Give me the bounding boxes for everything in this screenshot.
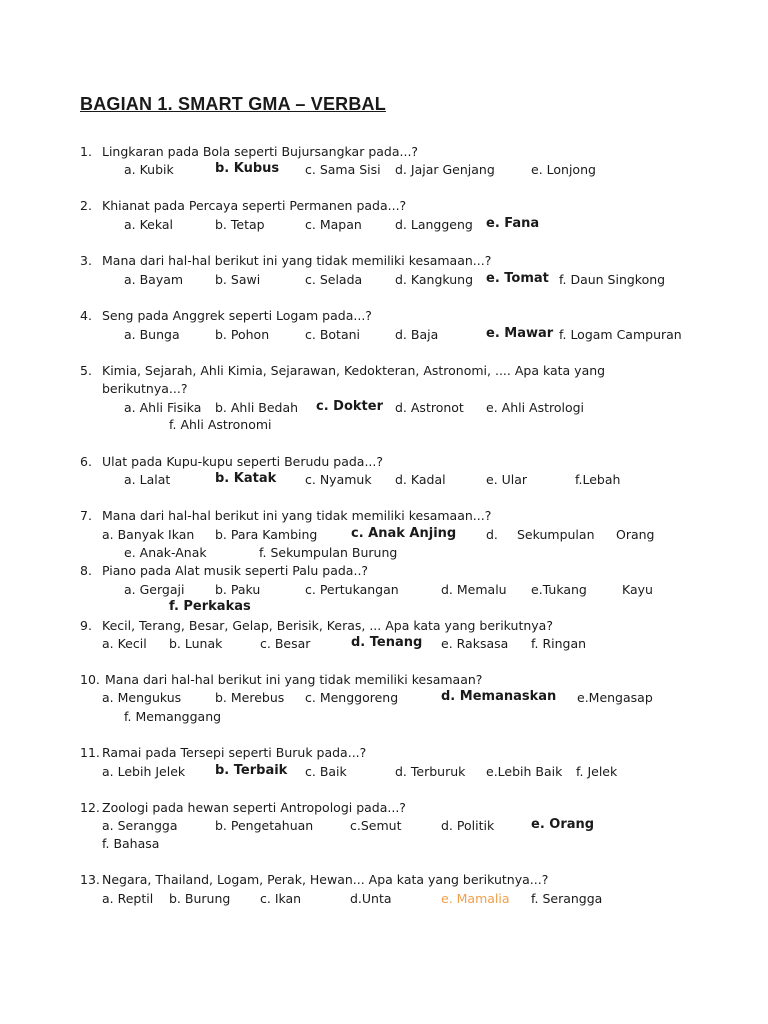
option-d-letter: d. <box>486 527 498 542</box>
page-title: BAGIAN 1. SMART GMA – VERBAL <box>80 94 386 114</box>
option-e: e.Mengasap <box>577 690 653 705</box>
question-text: Ramai pada Tersepi seperti Buruk pada...? <box>102 745 367 760</box>
question-number: 1. <box>80 144 92 159</box>
option-d: d. Langgeng <box>395 217 473 232</box>
option-a: a. Serangga <box>102 818 178 833</box>
option-e: e.Tukang <box>531 582 587 597</box>
question-number: 11. <box>80 745 100 760</box>
option-c: c. Botani <box>305 327 360 342</box>
option-e: e.Lebih Baik <box>486 764 563 779</box>
question-text: Kecil, Terang, Besar, Gelap, Berisik, Keras, ... Apa kata yang berikutnya? <box>102 618 553 633</box>
option-b: b. Burung <box>169 891 231 906</box>
option-c: c. Baik <box>305 764 347 779</box>
question-text: Mana dari hal-hal berikut ini yang tidak memiliki kesamaan...? <box>102 253 492 268</box>
question-number: 10. <box>80 672 100 687</box>
option-a: a. Bunga <box>124 327 180 342</box>
question-text: Piano pada Alat musik seperti Palu pada..? <box>102 563 369 578</box>
option-e: e. Anak-Anak <box>124 545 207 560</box>
option-b-answer: b. Terbaik <box>215 763 288 778</box>
option-d-answer: d. Memanaskan <box>441 689 557 704</box>
option-b: b. Ahli Bedah <box>215 400 299 415</box>
question-number: 3. <box>80 253 92 268</box>
question-text: Lingkaran pada Bola seperti Bujursangkar pada...? <box>102 144 419 159</box>
question-number: 12. <box>80 800 100 815</box>
option-e: e. Ular <box>486 472 528 487</box>
question-text: Mana dari hal-hal berikut ini yang tidak memiliki kesamaan? <box>105 672 483 687</box>
option-d: d. Jajar Genjang <box>395 162 495 177</box>
option-a: a. Banyak Ikan <box>102 527 195 542</box>
option-f: f. Jelek <box>576 764 618 779</box>
option-f: f. Memanggang <box>124 709 222 724</box>
option-b: b. Merebus <box>215 690 285 705</box>
option-e-answer: e. Orang <box>531 817 595 832</box>
option-d: d. Baja <box>395 327 439 342</box>
option-b: b. Paku <box>215 582 261 597</box>
option-c: c. Menggoreng <box>305 690 399 705</box>
option-d: d. Terburuk <box>395 764 466 779</box>
option-d: d. Memalu <box>441 582 507 597</box>
option-d-text-end: Orang <box>616 527 655 542</box>
option-c: c. Sama Sisi <box>305 162 381 177</box>
option-a: a. Gergaji <box>124 582 185 597</box>
option-e-text-end: Kayu <box>622 582 653 597</box>
option-a: a. Ahli Fisika <box>124 400 202 415</box>
question-number: 4. <box>80 308 92 323</box>
question-text: Ulat pada Kupu-kupu seperti Berudu pada...? <box>102 454 384 469</box>
question-text: Khianat pada Percaya seperti Permanen pada...? <box>102 198 407 213</box>
option-a: a. Bayam <box>124 272 184 287</box>
option-e-answer: e. Fana <box>486 216 540 231</box>
option-c: c. Besar <box>260 636 311 651</box>
option-a: a. Lebih Jelek <box>102 764 186 779</box>
option-f-answer: f. Perkakas <box>169 599 251 614</box>
option-f: f. Ringan <box>531 636 587 651</box>
option-a: a. Kubik <box>124 162 174 177</box>
option-c: c. Selada <box>305 272 363 287</box>
question-number: 9. <box>80 618 92 633</box>
option-e: e. Raksasa <box>441 636 509 651</box>
option-b-answer: b. Kubus <box>215 161 280 176</box>
option-e-answer: e. Tomat <box>486 271 549 286</box>
question-text: Kimia, Sejarah, Ahli Kimia, Sejarawan, Kedokteran, Astronomi, .... Apa kata yang <box>102 363 606 378</box>
option-f: f. Serangga <box>531 891 603 906</box>
question-number: 7. <box>80 508 92 523</box>
question-number: 13. <box>80 872 100 887</box>
question-text: Negara, Thailand, Logam, Perak, Hewan... Apa kata yang berikutnya...? <box>102 872 549 887</box>
option-f: f. Daun Singkong <box>559 272 666 287</box>
option-b: b. Pohon <box>215 327 270 342</box>
option-c: c.Semut <box>350 818 402 833</box>
option-d: d.Unta <box>350 891 392 906</box>
question-text-continued: berikutnya...? <box>102 381 188 396</box>
option-a: a. Kekal <box>124 217 174 232</box>
option-a: a. Mengukus <box>102 690 182 705</box>
option-a: a. Reptil <box>102 891 154 906</box>
question-number: 6. <box>80 454 92 469</box>
option-b: b. Sawi <box>215 272 261 287</box>
option-c: c. Mapan <box>305 217 362 232</box>
option-a: a. Kecil <box>102 636 147 651</box>
option-a: a. Lalat <box>124 472 171 487</box>
option-b: b. Lunak <box>169 636 223 651</box>
option-d: d. Kangkung <box>395 272 474 287</box>
question-number: 5. <box>80 363 92 378</box>
question-text: Seng pada Anggrek seperti Logam pada...? <box>102 308 372 323</box>
option-d: d. Kadal <box>395 472 446 487</box>
option-b-answer: b. Katak <box>215 471 277 486</box>
option-e: e. Lonjong <box>531 162 596 177</box>
option-f: f. Bahasa <box>102 836 160 851</box>
option-d: d. Astronot <box>395 400 464 415</box>
question-number: 8. <box>80 563 92 578</box>
option-c: c. Pertukangan <box>305 582 399 597</box>
option-f: f. Ahli Astronomi <box>169 417 272 432</box>
question-text: Mana dari hal-hal berikut ini yang tidak memiliki kesamaan...? <box>102 508 492 523</box>
option-c: c. Ikan <box>260 891 302 906</box>
option-d-answer: d. Tenang <box>351 635 423 650</box>
option-b: b. Para Kambing <box>215 527 318 542</box>
option-c: c. Nyamuk <box>305 472 372 487</box>
question-text: Zoologi pada hewan seperti Antropologi pada...? <box>102 800 406 815</box>
option-f: f. Sekumpulan Burung <box>259 545 398 560</box>
option-e-answer-highlighted: e. Mamalia <box>441 891 510 906</box>
option-f: f. Logam Campuran <box>559 327 682 342</box>
question-number: 2. <box>80 198 92 213</box>
option-b: b. Tetap <box>215 217 265 232</box>
option-b: b. Pengetahuan <box>215 818 314 833</box>
option-f: f.Lebah <box>575 472 621 487</box>
option-c-answer: c. Dokter <box>316 399 383 414</box>
option-d: d. Politik <box>441 818 495 833</box>
option-c-answer: c. Anak Anjing <box>351 526 457 541</box>
option-e: e. Ahli Astrologi <box>486 400 585 415</box>
option-d-text: Sekumpulan <box>517 527 595 542</box>
option-e-answer: e. Mawar <box>486 326 554 341</box>
